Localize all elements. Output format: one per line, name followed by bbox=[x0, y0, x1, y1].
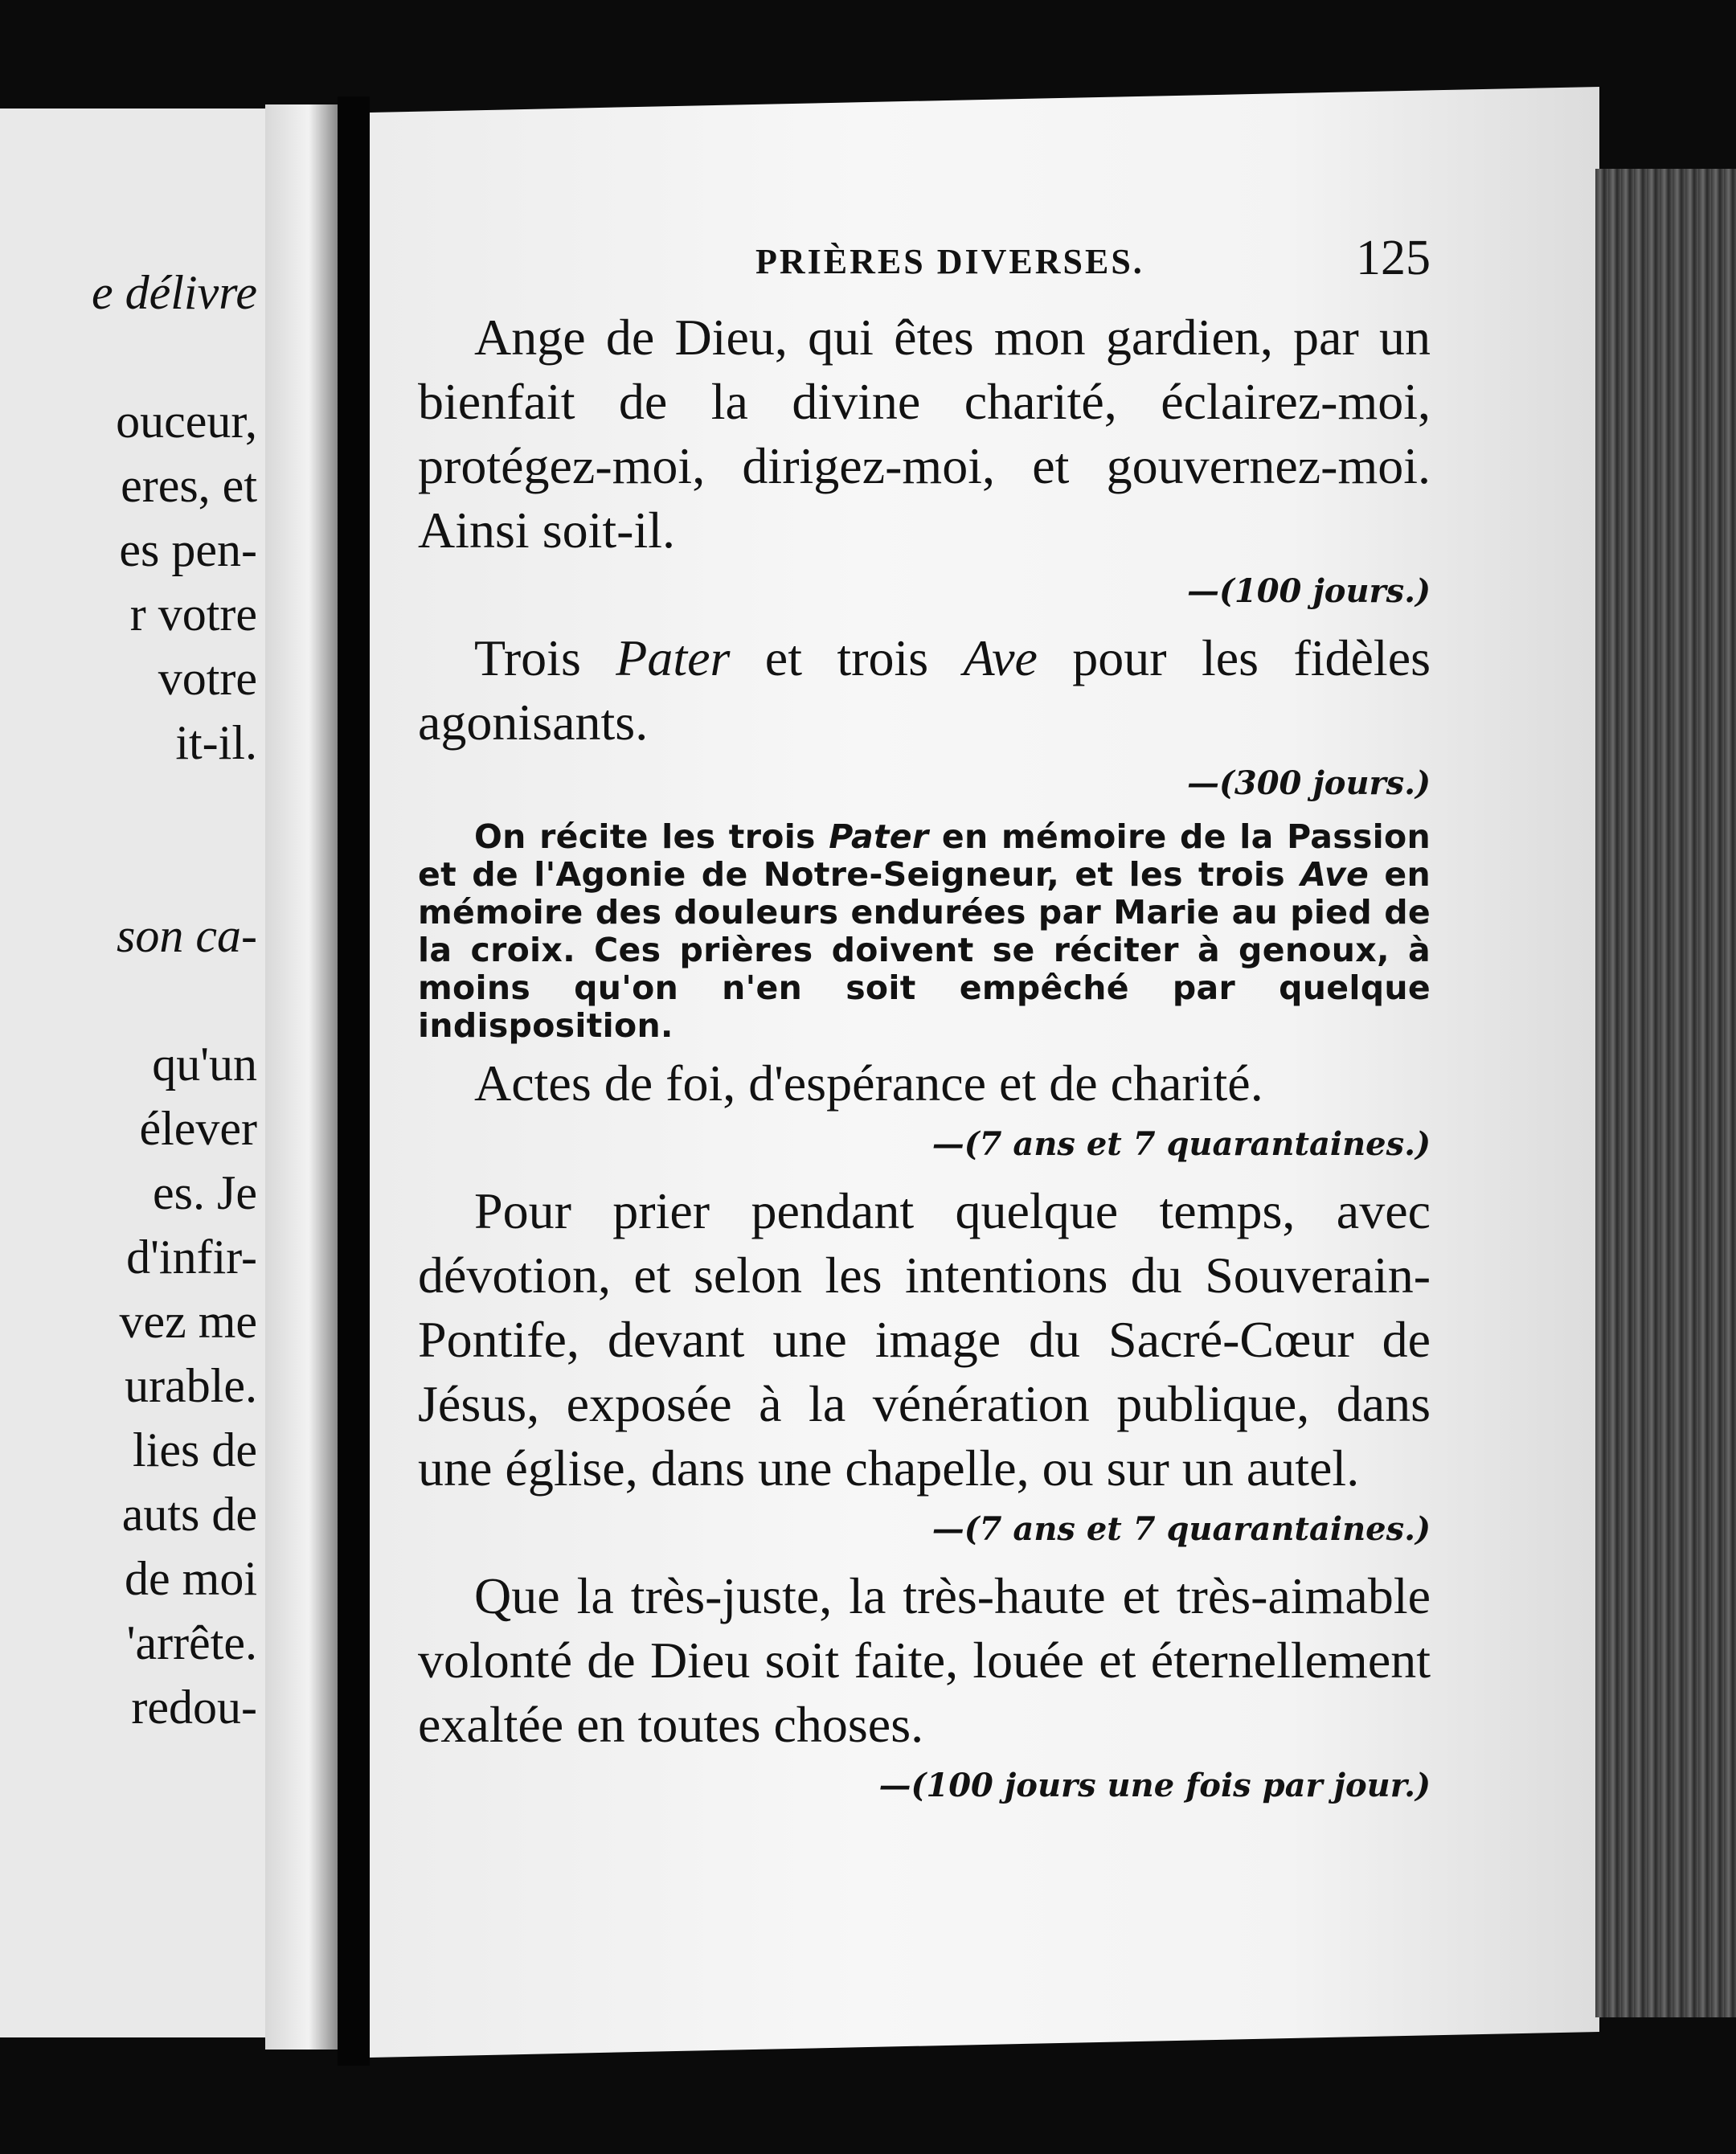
italic-pater: Pater bbox=[616, 629, 731, 686]
text-run: Trois bbox=[474, 629, 616, 686]
left-page-line: qu'un bbox=[152, 1038, 257, 1091]
page-edges bbox=[1595, 169, 1736, 2017]
indulgence-1: —(100 jours.) bbox=[1186, 572, 1431, 610]
left-page-curve bbox=[265, 104, 338, 2050]
italic-pater: Pater bbox=[829, 817, 929, 856]
running-head-title: PRIÈRES DIVERSES. bbox=[755, 242, 1144, 281]
prayer-agonisants bbox=[418, 626, 1431, 755]
left-page-line: d'infir- bbox=[126, 1231, 257, 1284]
left-page-line: 'arrête. bbox=[126, 1616, 257, 1669]
italic-ave: Ave bbox=[1300, 855, 1370, 894]
left-page-line: redou- bbox=[131, 1681, 257, 1734]
indulgence-2: —(300 jours.) bbox=[1186, 764, 1431, 802]
left-page-line: votre bbox=[158, 652, 257, 705]
right-page-text bbox=[418, 233, 1431, 1820]
left-page-line: de moi bbox=[125, 1552, 257, 1605]
indulgence-5: —(100 jours une fois par jour.) bbox=[878, 1767, 1431, 1804]
left-page-line: ouceur, bbox=[116, 395, 257, 448]
left-page-line: eres, et bbox=[121, 459, 257, 512]
left-page-line: es. Je bbox=[153, 1166, 257, 1219]
explanatory-note bbox=[418, 818, 1431, 1045]
left-page-line: urable. bbox=[125, 1359, 257, 1412]
prayer-sacred-heart: Pour prier pendant quelque temps, avec dévotion, et selon les intentions du Souverain-Pontife, devant une image du Sacré-Cœur de Jésus, exposée à la vénération publique, dans une église, dans une chapelle, ou sur un autel. bbox=[418, 1182, 1431, 1497]
left-page-line: r votre bbox=[129, 588, 257, 641]
indulgence-3: —(7 ans et 7 quarantaines.) bbox=[931, 1125, 1431, 1163]
acts-of-faith: Actes de foi, d'espérance et de charité. bbox=[474, 1054, 1263, 1112]
text-run: On récite les trois bbox=[474, 817, 829, 856]
text-run: pour les fidèles agonisants. bbox=[418, 629, 1431, 751]
left-facing-page bbox=[0, 109, 268, 2037]
left-page-line: élever bbox=[139, 1102, 257, 1155]
indulgence-4: —(7 ans et 7 quarantaines.) bbox=[931, 1510, 1431, 1548]
left-page-line: vez me bbox=[119, 1295, 257, 1348]
left-page-line: auts de bbox=[121, 1488, 257, 1541]
left-page-line: it-il. bbox=[175, 716, 257, 769]
prayer-will-of-god: Que la très-juste, la très-haute et très-aimable volonté de Dieu soit faite, louée et éternellement exaltée en toutes choses. bbox=[418, 1567, 1431, 1753]
left-page-line: es pen- bbox=[119, 523, 257, 576]
left-page-line: e délivre bbox=[92, 266, 257, 319]
book-gutter bbox=[338, 96, 370, 2066]
text-run: en mémoire des douleurs endurées par Marie au pied de la croix. Ces prières doivent se réciter à genoux, à moins qu'on n'en soit empêché par quelque indisposition. bbox=[418, 855, 1431, 1045]
text-run: en mémoire de la Passion et de l'Agonie de Notre-Seigneur, et les trois bbox=[418, 817, 1431, 894]
prayer-guardian-angel: Ange de Dieu, qui êtes mon gardien, par un bienfait de la divine charité, éclairez-moi, protégez-moi, dirigez-moi, et gouvernez-moi. Ainsi soit-il. bbox=[418, 309, 1431, 559]
left-page-line: lies de bbox=[133, 1423, 257, 1476]
text-run: et trois bbox=[730, 629, 964, 686]
left-page-line: son ca- bbox=[117, 909, 257, 962]
page-number: 125 bbox=[1356, 231, 1431, 285]
running-head bbox=[418, 233, 1431, 305]
italic-ave: Ave bbox=[963, 629, 1038, 686]
